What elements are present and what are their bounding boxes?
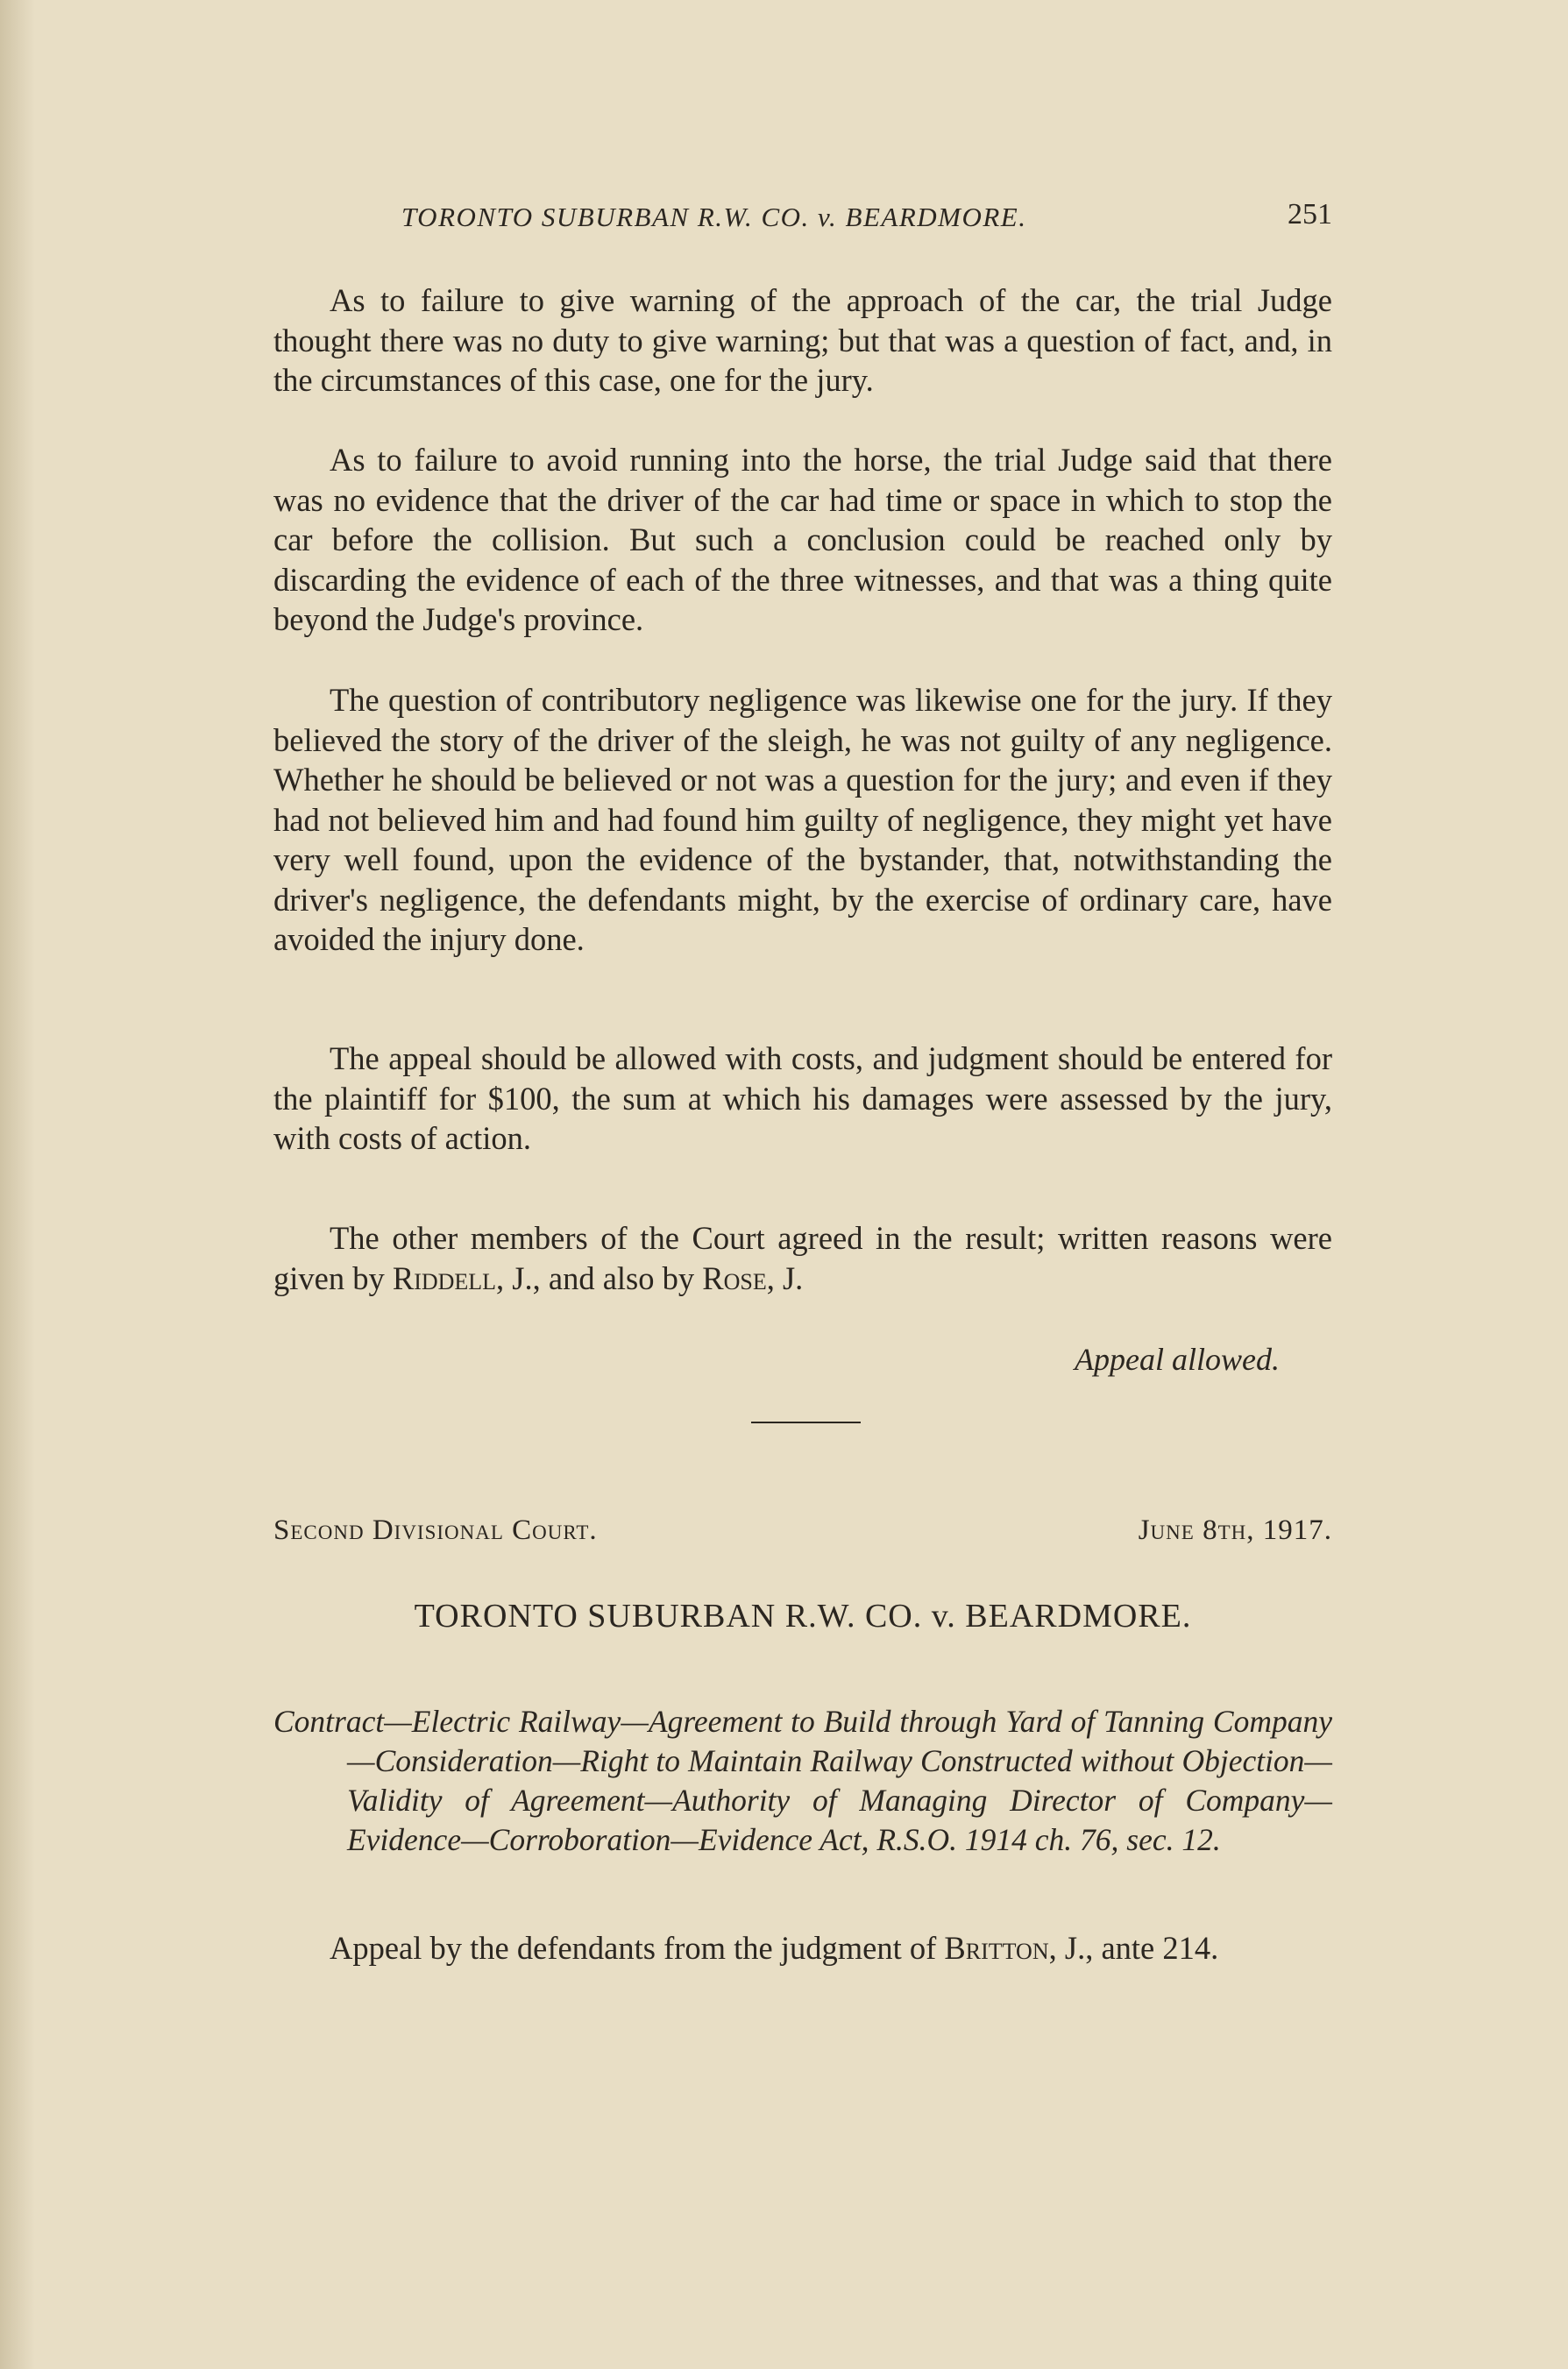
paragraph-other-members xyxy=(273,1218,1332,1298)
judge-riddell: Riddell xyxy=(392,1259,497,1296)
other-members-text-1: The other members of the Court agreed in the result; written reasons were given by xyxy=(273,1220,1332,1296)
court-date: June 8th, 1917. xyxy=(1138,1514,1332,1546)
paragraph-appeal-intro xyxy=(273,1928,1332,1968)
court-name: Second Divisional Court. xyxy=(273,1514,598,1546)
appeal-intro-text-2: , J., ante 214. xyxy=(1048,1930,1219,1966)
spine-shadow xyxy=(0,0,35,2369)
paragraph-contributory-negligence: The question of contributory negligence was likewise one for the jury. If they believed the story of the driver of the sleigh, he was not guilty of any negligence. Whether he should be believed or not was a question for the jury; and even if they had not believed him and had found him guilty of negligence, they might yet have very well found, upon the evidence of the bystander, that, notwithstanding the driver's negligence, the defendants might, by the exercise of ordinary care, have avoided the injury done. xyxy=(273,682,1332,957)
paragraph-appeal-costs: The appeal should be allowed with costs, and judgment should be entered for the plaintiff for $100, the sum at which his damages were assessed by the jury, with costs of action. xyxy=(273,1040,1332,1156)
other-members-text-2: , J., and also by xyxy=(496,1259,703,1296)
running-head xyxy=(273,195,1332,244)
court-line xyxy=(273,1514,1332,1558)
paragraph-avoid-horse: As to failure to avoid running into the horse, the trial Judge said that there was no evidence that the driver of the car had time or space in which to stop the car before the collision. But such a conclusion could be reached only by discarding the evidence of each of the three witnesses, and that was a thing quite beyond the Judge's province. xyxy=(273,442,1332,637)
other-members-text-3: , J. xyxy=(766,1259,804,1296)
disposition: Appeal allowed. xyxy=(1075,1342,1280,1377)
judge-rose: Rose xyxy=(702,1259,767,1296)
headnote: Contract—Electric Railway—Agreement to Build through Yard of Tanning Company—Consideration—Right to Maintain Railway Constructed without Objection—Validity of Agreement—Authority of Managing Director of Company—Evidence—Corroboration—Evidence Act, R.S.O. 1914 ch. 76, sec. 12. xyxy=(273,1704,1332,1857)
appeal-intro-text-1: Appeal by the defendants from the judgment of xyxy=(330,1930,945,1966)
judge-britton: Britton xyxy=(944,1930,1049,1966)
paragraph-warning: As to failure to give warning of the approach of the car, the trial Judge thought there was no duty to give warning; but that was a question of fact, and, in the circumstances of this case, one for the jury. xyxy=(273,282,1332,398)
case-title: TORONTO SUBURBAN R.W. CO. v. BEARDMORE. xyxy=(414,1598,1192,1635)
section-divider xyxy=(751,1422,861,1423)
page-number: 251 xyxy=(1288,198,1332,231)
running-head-title: TORONTO SUBURBAN R.W. CO. v. BEARDMORE. xyxy=(401,202,1027,232)
